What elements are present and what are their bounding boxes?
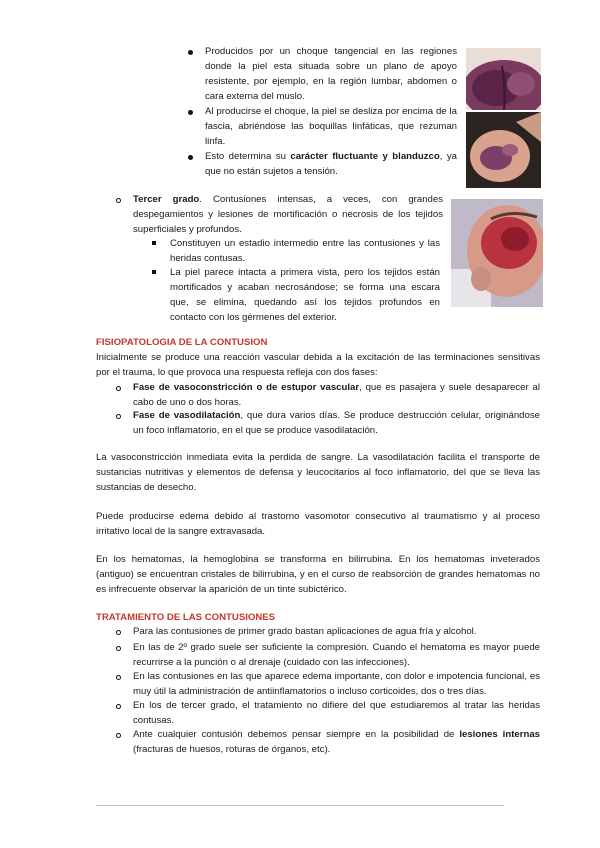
bullet-dot-icon xyxy=(188,50,193,55)
photo-bruised-buttocks xyxy=(466,48,541,110)
phase-item-2: Fase de vasodilatación, que dura varios días. Se produce destrucción celular, originándose un foco inflamatorio, en el que se produce vasodilatación. xyxy=(133,410,540,436)
circle-bullet-icon xyxy=(116,704,121,709)
paragraph-edema: Puede producirse edema debido al trastorno vasomotor consecutivo al traumatismo y al proceso irritativo local de la sangre extravasada. xyxy=(96,511,540,537)
photo-bruised-knee xyxy=(466,112,541,188)
tratamiento-item-4: En los de tercer grado, el tratamiento no difiere del que estudiaremos al tratar las heridas contusas. xyxy=(133,700,540,726)
circle-bullet-icon xyxy=(116,414,121,419)
fisiopatologia-intro: Inicialmente se produce una reacción vascular debida a la excitación de las terminaciones sensitivas por el trauma, lo que provoca una respuesta refleja con dos fases: xyxy=(96,352,540,378)
circle-bullet-icon xyxy=(116,733,121,738)
circle-bullet-icon xyxy=(116,386,121,391)
circle-bullet-icon xyxy=(116,630,121,635)
phase-item-1: Fase de vasoconstricción o de estupor vascular, que es pasajera y suele desaparecer al cabo de uno o dos horas. xyxy=(133,382,540,408)
tercer-grado-text: Tercer grado. Contusiones intensas, a veces, con grandes despegamientos y lesiones de mortificación o necrosis de los tejidos superficiales y profundos. xyxy=(133,194,444,235)
photo-facial-contusion xyxy=(451,199,543,307)
tercer-grado-sub-2: La piel parece intacta a primera vista, pero los tejidos están mortificados y acaban necrosándose; se forma una escara que, se elimina, quedando así los tejidos profundos en contacto con los gérmenes del exterior. xyxy=(170,267,440,323)
tercer-grado-sub-1: Constituyen un estadio intermedio entre las contusiones y las heridas contusas. xyxy=(170,238,440,264)
section-heading-tratamiento: TRATAMIENTO DE LAS CONTUSIONES xyxy=(96,612,276,623)
tratamiento-item-2: En las de 2º grado suele ser suficiente la compresión. Cuando el hematoma es mayor puede recurrirse a la punción o al drenaje (cuidado con las infecciones). xyxy=(133,642,540,668)
bullet-text-1: Producidos por un choque tangencial en las regiones donde la piel esta situada sobre un plano de apoyo resistente, por ejemplo, en la región lumbar, abdomen o cara externa del muslo. xyxy=(205,46,457,102)
circle-bullet-icon xyxy=(116,646,121,651)
tratamiento-item-1: Para las contusiones de primer grado bastan aplicaciones de agua fría y alcohol. xyxy=(133,626,477,637)
circle-bullet-icon xyxy=(116,675,121,680)
bullet-dot-icon xyxy=(188,110,193,115)
footer-divider xyxy=(96,805,504,806)
section-heading-fisiopatologia: FISIOPATOLOGIA DE LA CONTUSION xyxy=(96,337,268,348)
paragraph-hematomas: En los hematomas, la hemoglobina se transforma en bilirrubina. En los hematomas inveterados (antiguo) se encuentran cristales de bilirrubina, y en el curso de reabsorción de grandes hematomas no es infrecuente observar la aparición de un tinte subictérico. xyxy=(96,554,540,595)
circle-bullet-icon xyxy=(116,198,121,203)
square-bullet-icon xyxy=(152,270,156,274)
square-bullet-icon xyxy=(152,241,156,245)
bullet-dot-icon xyxy=(188,155,193,160)
tratamiento-item-5: Ante cualquier contusión debemos pensar siempre en la posibilidad de lesiones internas (fracturas de huesos, roturas de órganos, etc). xyxy=(133,729,540,755)
bullet-text-3: Esto determina su carácter fluctuante y blanduzco, ya que no están sujetos a tensión. xyxy=(205,151,457,177)
tratamiento-item-3: En las contusiones en las que aparece edema importante, con dolor e impotencia funcional, es muy útil la administración de antiinflamatorios o incluso corticoides, dos o tres días. xyxy=(133,671,540,697)
paragraph-vasoconstriccion: La vasoconstricción inmediata evita la perdida de sangre. La vasodilatación facilita el transporte de sustancias nutritivas y elementos de defensa y leucocitarios al foco inflamatorio, del que se lleva las sustancias de desecho. xyxy=(96,452,540,493)
bullet-text-2: Al producirse el choque, la piel se desliza por encima de la fascia, abriéndose las boquillas linfáticas, que rezuman linfa. xyxy=(205,106,457,147)
